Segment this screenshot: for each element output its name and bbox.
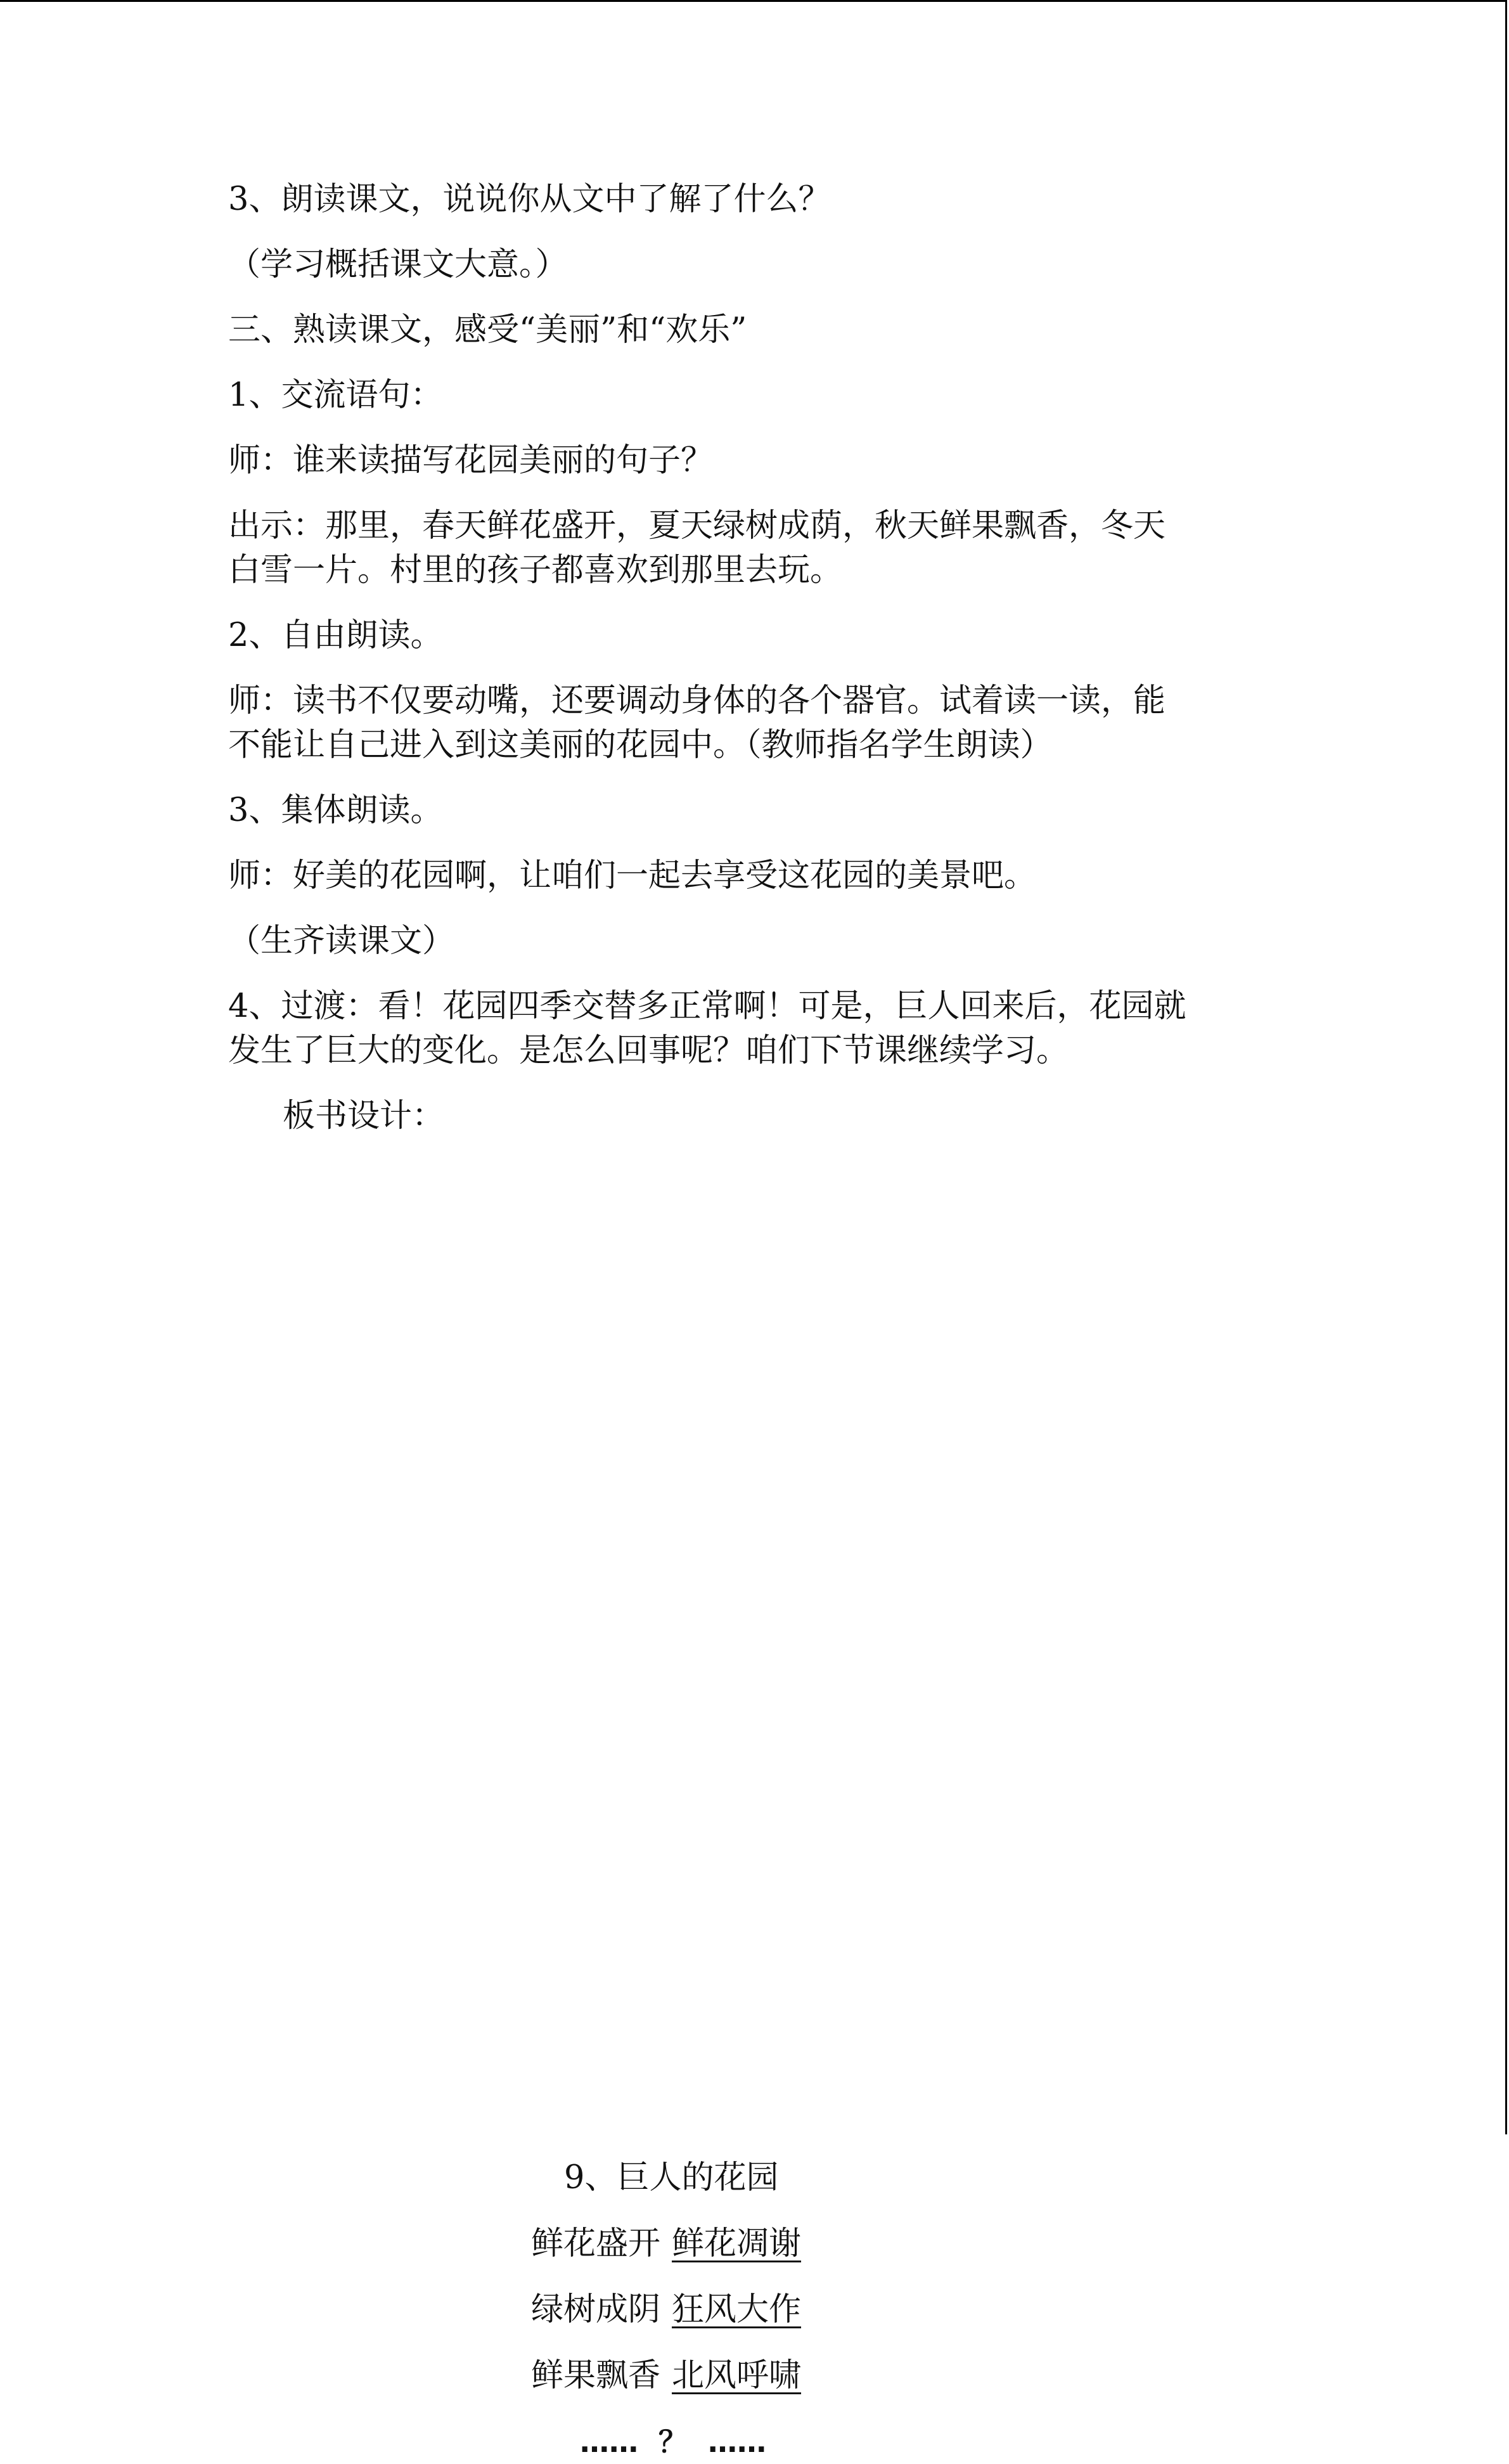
paragraph-5: 师：谁来读描写花园美丽的句子？	[228, 442, 714, 479]
board-row-right: 北风呼啸	[672, 2357, 802, 2394]
paragraph-9: 3、集体朗读。	[228, 792, 443, 829]
board-row	[531, 2288, 801, 2332]
document-body	[228, 177, 1293, 2459]
paragraph-8-line-2: 不能让自己进入到这美丽的花园中。（教师指名学生朗读）	[228, 726, 1053, 764]
paragraph-12-line-1: 4、过渡：看！花园四季交替多正常啊！可是，巨人回来后，花园就	[228, 988, 1186, 1025]
paragraph-6-line-2: 白雪一片。村里的孩子都喜欢到那里去玩。	[228, 551, 843, 589]
paragraph-12-line-2: 发生了巨大的变化。是怎么回事呢？咱们下节课继续学习。	[228, 1032, 1069, 1069]
board-ellipsis-line: …… ？ ……	[580, 2425, 767, 2459]
paragraph-6-line-1: 出示：那里，春天鲜花盛开，夏天绿树成荫，秋天鲜果飘香，冬天	[228, 507, 1166, 545]
paragraph-12	[228, 984, 1293, 1073]
paragraph-10: 师：好美的花园啊，让咱们一起去享受这花园的美景吧。	[228, 857, 1037, 894]
board-row-left: 绿树成阴	[531, 2291, 661, 2328]
board-row-right: 狂风大作	[672, 2291, 802, 2328]
paragraph-4: 1、交流语句：	[228, 377, 443, 414]
paragraph-8-line-1: 师：读书不仅要动嘴，还要调动身体的各个器官。试着读一读，能	[228, 682, 1166, 719]
paragraph-2: （学习概括课文大意。）	[228, 246, 568, 283]
board-row	[531, 2222, 801, 2266]
paragraph-8	[228, 679, 1293, 768]
board-title: 9、巨人的花园	[564, 2159, 779, 2196]
paragraph-1: 3、朗读课文，说说你从文中了解了什么？	[228, 181, 831, 218]
paragraph-11: （生齐读课文）	[228, 922, 455, 960]
paragraph-6	[228, 504, 1293, 593]
paragraph-7: 2、自由朗读。	[228, 617, 443, 654]
board-row-left: 鲜果飘香	[531, 2357, 661, 2394]
board-design-label: 板书设计：	[283, 1097, 445, 1135]
board-row-left: 鲜花盛开	[531, 2225, 661, 2262]
board-row	[531, 2354, 801, 2398]
board-row-right: 鲜花凋谢	[672, 2225, 802, 2262]
section-heading: 三、熟读课文，感受“美丽”和“欢乐”	[228, 311, 747, 349]
